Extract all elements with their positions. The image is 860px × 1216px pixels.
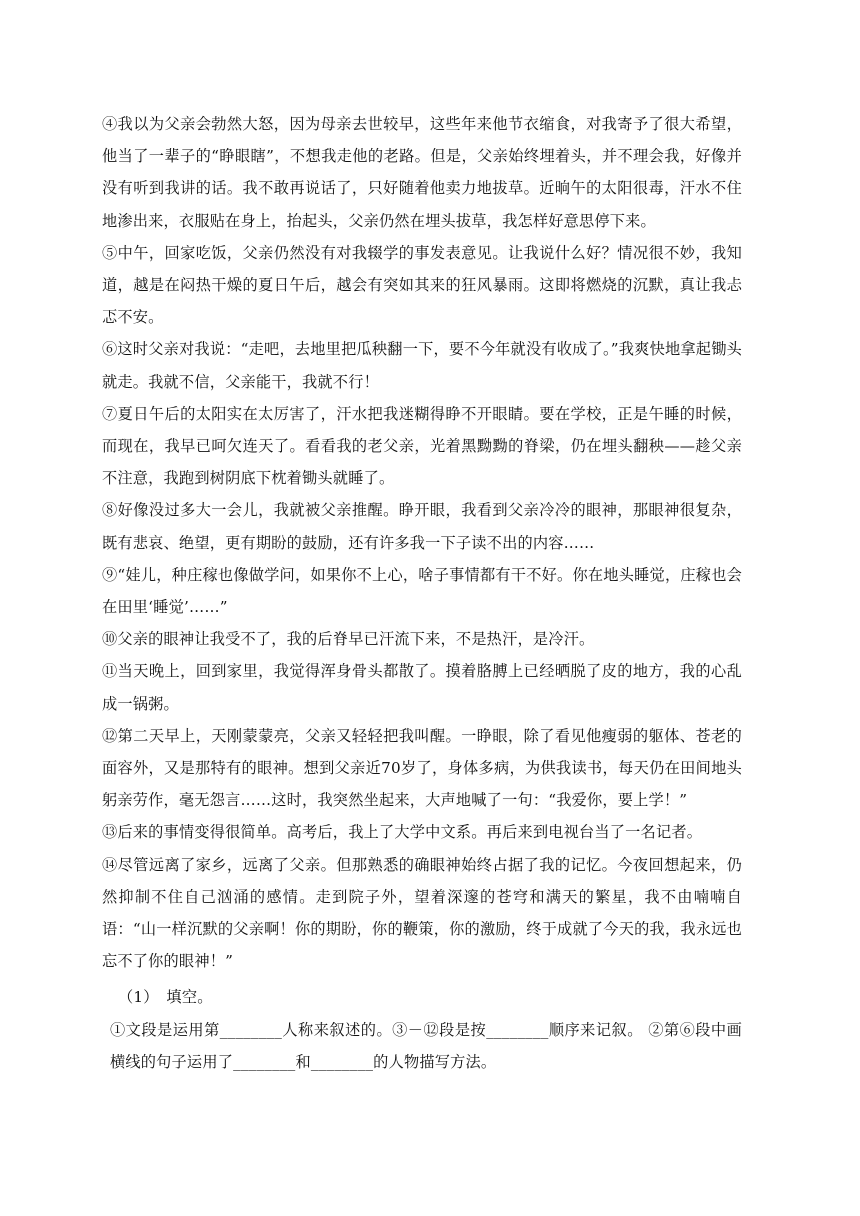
question-title: （1） 填空。 xyxy=(118,988,213,1007)
paragraph-10: ⑩父亲的眼神让我受不了，我的后脊早已汗流下来，不是热汗，是冷汗。 xyxy=(102,630,595,649)
paragraph-7: ⑦夏日午后的太阳实在太厉害了，汗水把我迷糊得睁不开眼睛。要在学校，正是午睡的时候，而现在，我早已呵欠连天了。看看我的老父亲，光着黑黝黝的脊梁，仍在埋头翻秧——趁父亲不注意，我跑到树阴底下枕着锄头就睡了。 xyxy=(102,404,742,488)
article-body xyxy=(102,108,742,1078)
paragraph-14: ⑭尽管远离了家乡，远离了父亲。但那熟悉的确眼神始终占据了我的记忆。今夜回想起来，仍然抑制不住自己汹涌的感情。走到院子外，望着深邃的苍穹和满天的繁星，我不由喃喃自语：“山一样沉默的父亲啊！你的期盼，你的鞭策，你的激励，终于成就了今天的我，我永远也忘不了你的眼神！” xyxy=(102,855,742,971)
paragraph-11: ⑪当天晚上，回到家里，我觉得浑身骨头都散了。摸着胳膊上已经晒脱了皮的地方，我的心乱成一锅粥。 xyxy=(102,662,742,713)
question-body: ①文段是运用第________人称来叙述的。③－⑫段是按________顺序来记叙。 ②第⑥段中画横线的句子运用了________和________的人物描写方法。 xyxy=(110,1020,742,1071)
paragraph-6: ⑥这时父亲对我说：“走吧，去地里把瓜秧翻一下，要不今年就没有收成了。”我爽快地拿起锄头就走。我就不信，父亲能干，我就不行！ xyxy=(102,340,742,391)
paragraph-8: ⑧好像没过多大一会儿，我就被父亲推醒。睁开眼，我看到父亲冷冷的眼神，那眼神很复杂，既有悲哀、绝望，更有期盼的鼓励，还有许多我一下子读不出的内容…… xyxy=(102,501,742,552)
paragraph-9: ⑨“娃儿，种庄稼也像做学问，如果你不上心，啥子事情都有干不好。你在地头睡觉，庄稼也会在田里‘睡觉’……” xyxy=(102,565,742,617)
paragraph-5: ⑤中午，回家吃饭，父亲仍然没有对我辍学的事发表意见。让我说什么好？情况很不妙，我知道，越是在闷热干燥的夏日午后，越会有突如其来的狂风暴雨。这即将燃烧的沉默，真让我忐忑不安。 xyxy=(102,243,742,327)
paragraph-4: ④我以为父亲会勃然大怒，因为母亲去世较早，这些年来他节衣缩食，对我寄予了很大希望，他当了一辈子的“睁眼瞎”，不想我走他的老路。但是，父亲始终埋着头，并不理会我，好像并没有听到我讲的话。我不敢再说话了，只好随着他卖力地拔草。近晌午的太阳很毒，汗水不住地渗出来，衣服贴在身上，抬起头，父亲仍然在埋头拔草，我怎样好意思停下来。 xyxy=(102,115,742,230)
paragraph-13: ⑬后来的事情变得很简单。高考后，我上了大学中文系。再后来到电视台当了一名记者。 xyxy=(102,823,703,842)
paragraph-12: ⑫第二天早上，天刚蒙蒙亮，父亲又轻轻把我叫醒。一睁眼，除了看见他瘦弱的躯体、苍老的面容外，又是那特有的眼神。想到父亲近70岁了，身体多病，为供我读书，每天仍在田间地头躬亲劳作，毫无怨言……这时，我突然坐起来，大声地喊了一句：“我爱你，要上学！” xyxy=(102,726,742,810)
